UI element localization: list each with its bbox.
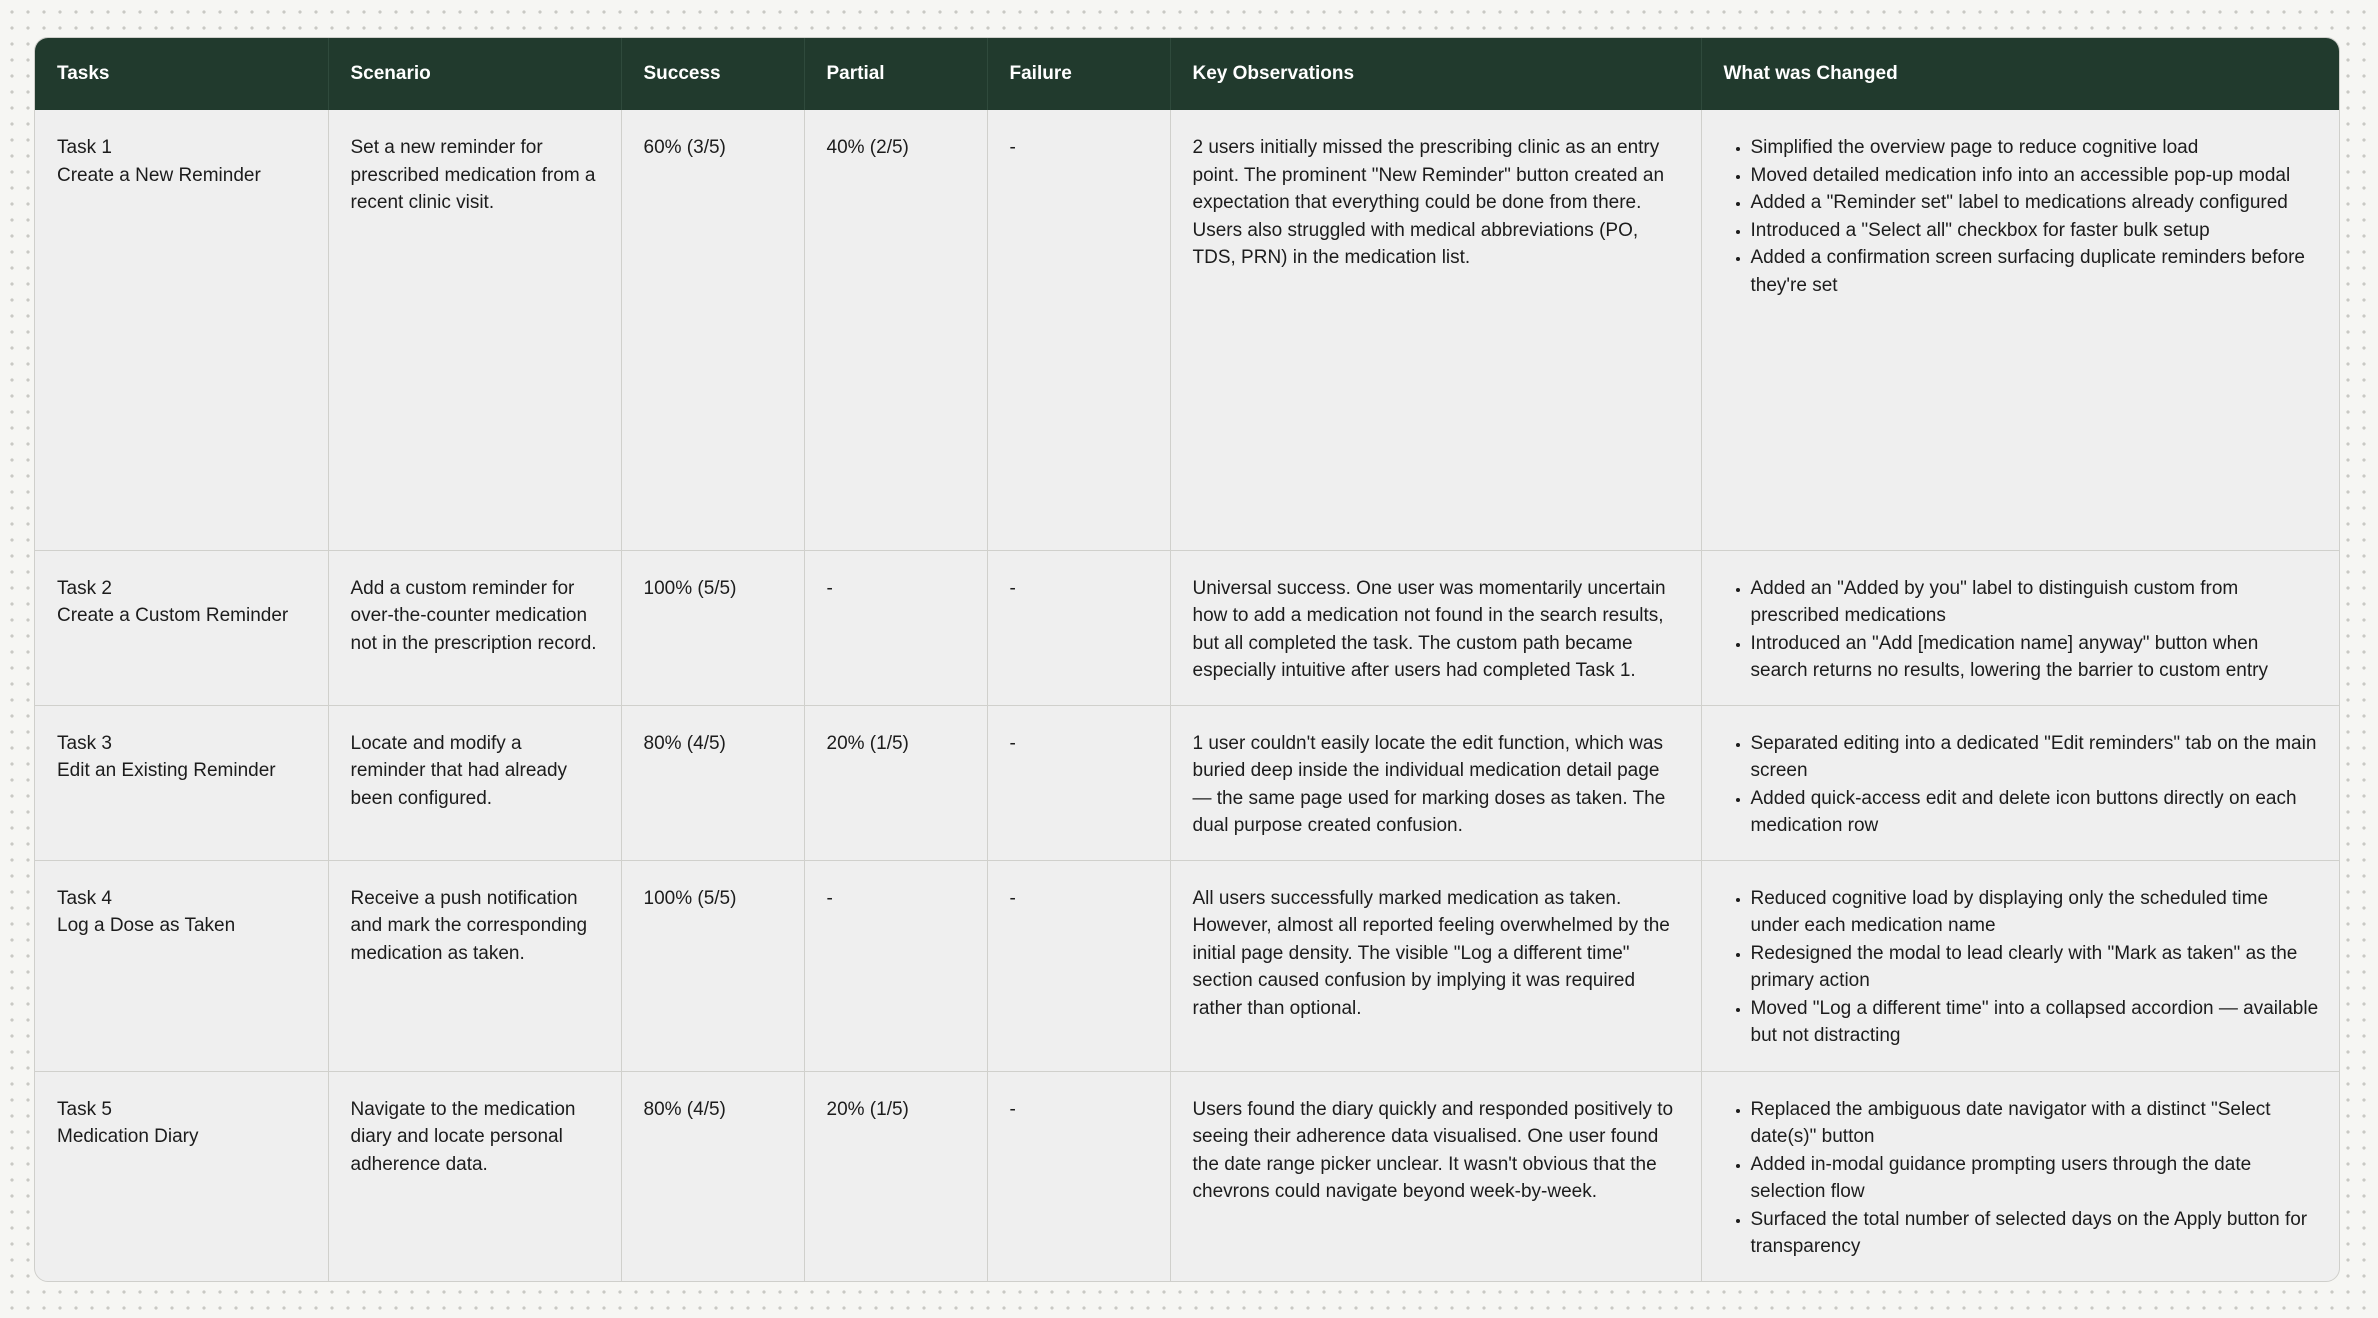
table-row xyxy=(35,860,2340,1071)
failure-cell: - xyxy=(987,550,1170,705)
changes-cell xyxy=(1701,1071,2340,1281)
failure-cell: - xyxy=(987,1071,1170,1281)
success-cell: 100% (5/5) xyxy=(621,550,804,705)
table-row xyxy=(35,110,2340,550)
task-number: Task 3 xyxy=(57,732,112,754)
change-item: • Redesigned the modal to lead clearly with "Mark as taken" as the primary action xyxy=(1751,940,2320,995)
success-cell: 60% (3/5) xyxy=(621,110,804,550)
change-item: • Simplified the overview page to reduce cognitive load xyxy=(1751,134,2320,162)
task-name: Create a New Reminder xyxy=(57,164,261,186)
header-partial: Partial xyxy=(804,38,987,110)
header-key-observations: Key Observations xyxy=(1170,38,1701,110)
task-number: Task 4 xyxy=(57,887,112,909)
change-item: • Added in-modal guidance prompting users through the date selection flow xyxy=(1751,1151,2320,1206)
table-row xyxy=(35,1071,2340,1281)
failure-cell: - xyxy=(987,705,1170,860)
usability-results-table xyxy=(35,38,2340,1281)
observations-cell: All users successfully marked medication as taken. However, almost all reported feeling overwhelmed by the initial page density. The visible "Log a different time" section caused confusion by implying it was required rather than optional. xyxy=(1170,860,1701,1071)
task-name: Create a Custom Reminder xyxy=(57,605,289,626)
table-row xyxy=(35,550,2340,705)
partial-cell: - xyxy=(804,860,987,1071)
table-header xyxy=(35,38,2340,110)
task-cell xyxy=(35,110,328,550)
changes-cell xyxy=(1701,860,2340,1071)
change-item: • Added quick-access edit and delete icon buttons directly on each medication row xyxy=(1751,785,2320,840)
change-item: • Surfaced the total number of selected days on the Apply button for transparency xyxy=(1751,1206,2320,1261)
scenario-cell: Navigate to the medication diary and locate personal adherence data. xyxy=(328,1071,621,1281)
task-number: Task 2 xyxy=(57,577,112,599)
table-body xyxy=(35,110,2340,1281)
change-item: • Reduced cognitive load by displaying only the scheduled time under each medication name xyxy=(1751,885,2320,940)
observations-cell: 2 users initially missed the prescribing clinic as an entry point. The prominent "New Reminder" button created an expectation that everything could be done from there. Users also struggled with medical abbreviations (PO, TDS, PRN) in the medication list. xyxy=(1170,110,1701,550)
partial-cell: - xyxy=(804,550,987,705)
changes-cell xyxy=(1701,550,2340,705)
success-cell: 80% (4/5) xyxy=(621,1071,804,1281)
scenario-cell: Receive a push notification and mark the corresponding medication as taken. xyxy=(328,860,621,1071)
partial-cell: 20% (1/5) xyxy=(804,1071,987,1281)
change-item: • Added an "Added by you" label to distinguish custom from prescribed medications xyxy=(1751,575,2320,630)
header-tasks: Tasks xyxy=(35,38,328,110)
header-success: Success xyxy=(621,38,804,110)
table-row xyxy=(35,705,2340,860)
success-cell: 80% (4/5) xyxy=(621,705,804,860)
changes-list xyxy=(1724,575,2320,685)
header-what-was-changed: What was Changed xyxy=(1723,63,1898,84)
scenario-cell: Add a custom reminder for over-the-counter medication not in the prescription record. xyxy=(328,550,621,705)
change-item: • Added a confirmation screen surfacing duplicate reminders before they're set xyxy=(1751,244,2320,299)
task-number: Task 1 xyxy=(57,137,112,158)
change-item: • Moved detailed medication info into an accessible pop-up modal xyxy=(1751,162,2320,190)
changes-list xyxy=(1724,1096,2320,1261)
scenario-cell: Locate and modify a reminder that had already been configured. xyxy=(328,705,621,860)
task-cell xyxy=(35,1071,328,1281)
change-item: • Moved "Log a different time" into a collapsed accordion — available but not distracting xyxy=(1751,995,2320,1050)
failure-cell: - xyxy=(987,860,1170,1071)
observations-cell: Universal success. One user was momentarily uncertain how to add a medication not found in the search results, but all completed the task. The custom path became especially intuitive after users had completed Task 1. xyxy=(1170,550,1701,705)
changes-list xyxy=(1724,730,2320,840)
usability-results-table-card xyxy=(34,37,2340,1282)
changes-list xyxy=(1724,885,2320,1050)
header-scenario: Scenario xyxy=(328,38,621,110)
change-item: • Replaced the ambiguous date navigator with a distinct "Select date(s)" button xyxy=(1751,1096,2320,1151)
failure-cell: - xyxy=(987,110,1170,550)
observations-cell: Users found the diary quickly and responded positively to seeing their adherence data visualised. One user found the date range picker unclear. It wasn't obvious that the chevrons could navigate beyond week-by-week. xyxy=(1170,1071,1701,1281)
task-name: Medication Diary xyxy=(57,1126,199,1147)
changes-list xyxy=(1724,134,2320,299)
change-item: • Added a "Reminder set" label to medications already configured xyxy=(1751,189,2320,217)
header-row xyxy=(35,38,2340,110)
changes-cell xyxy=(1701,705,2340,860)
change-item: • Separated editing into a dedicated "Edit reminders" tab on the main screen xyxy=(1751,730,2320,785)
task-cell xyxy=(35,705,328,860)
success-cell: 100% (5/5) xyxy=(621,860,804,1071)
scenario-cell: Set a new reminder for prescribed medication from a recent clinic visit. xyxy=(328,110,621,550)
change-item: • Introduced a "Select all" checkbox for faster bulk setup xyxy=(1751,217,2320,245)
observations-cell: 1 user couldn't easily locate the edit function, which was buried deep inside the individual medication detail page — the same page used for marking doses as taken. The dual purpose created confusion. xyxy=(1170,705,1701,860)
partial-cell: 20% (1/5) xyxy=(804,705,987,860)
task-number: Task 5 xyxy=(57,1098,112,1120)
task-cell xyxy=(35,860,328,1071)
task-name: Edit an Existing Reminder xyxy=(57,760,276,781)
change-item: • Introduced an "Add [medication name] anyway" button when search returns no results, lowering the barrier to custom entry xyxy=(1751,630,2320,685)
header-failure: Failure xyxy=(987,38,1170,110)
task-name: Log a Dose as Taken xyxy=(57,915,236,936)
partial-cell: 40% (2/5) xyxy=(804,110,987,550)
task-cell xyxy=(35,550,328,705)
changes-cell xyxy=(1701,110,2340,550)
